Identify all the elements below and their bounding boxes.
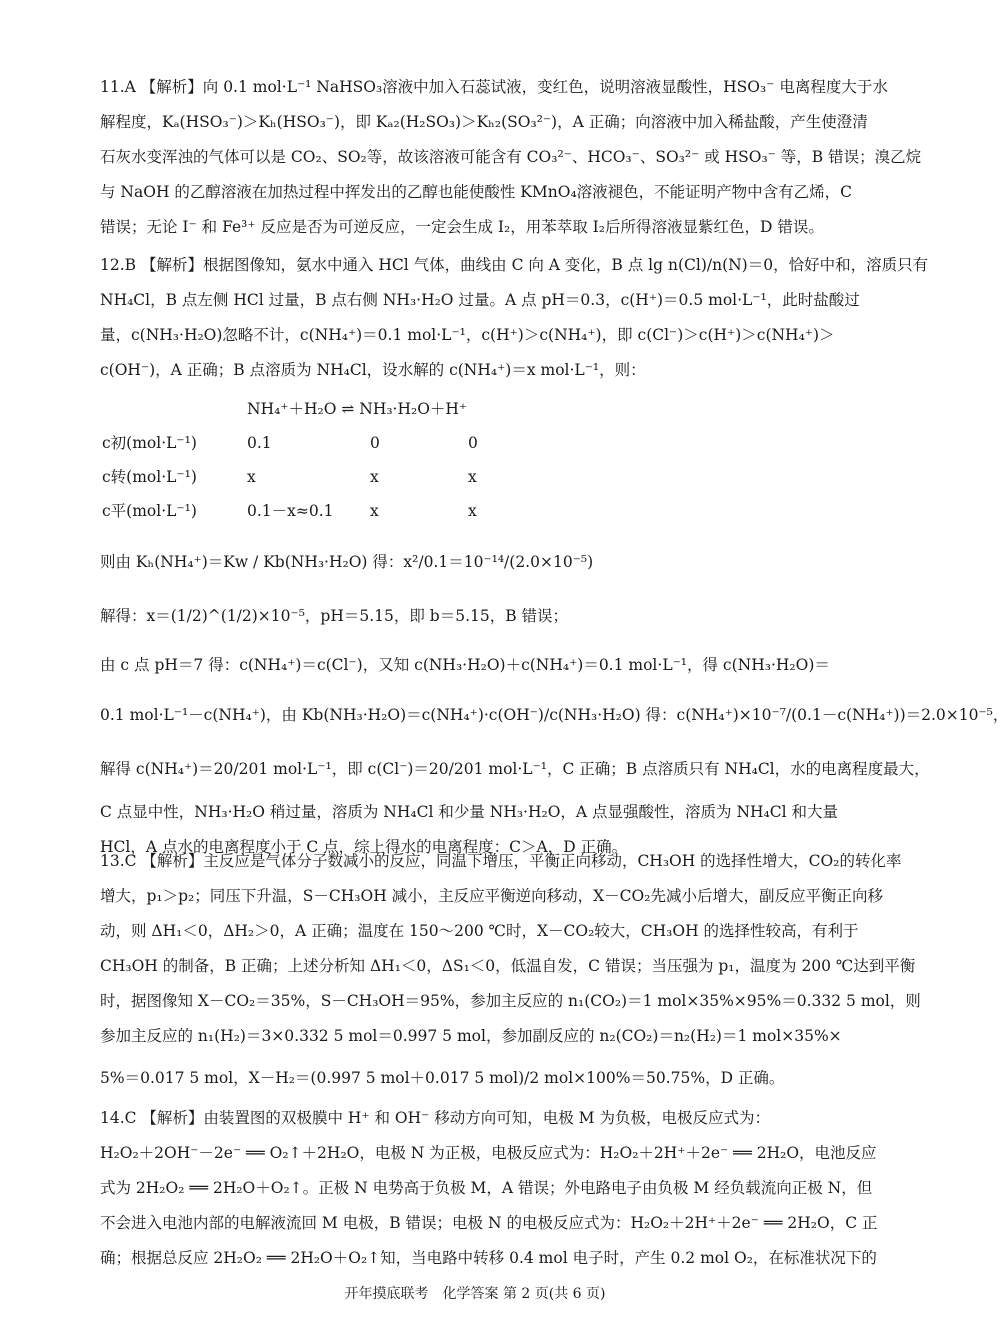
answer-13-line: 参加主反应的 n₁(H₂)＝3×0.332 5 mol＝0.997 5 mol，参加副反应的 n₂(CO₂)＝n₂(H₂)＝1 mol×35%× bbox=[100, 1027, 842, 1045]
table-row bbox=[102, 494, 662, 528]
equilibrium-equation-row bbox=[102, 392, 662, 426]
answer-13 bbox=[100, 844, 921, 1102]
answer-11-line: 石灰水变浑浊的气体可以是 CO₂、SO₂等，故该溶液可能含有 CO₃²⁻、HCO₃⁻、SO₃²⁻ 或 HSO₃⁻ 等，B 错误；溴乙烷 bbox=[100, 148, 922, 166]
answer-13-line: 13.C 【解析】主反应是气体分子数减小的反应，同温下增压，平衡正向移动，CH₃OH 的选择性增大，CO₂的转化率 bbox=[100, 852, 902, 870]
cell-b: x bbox=[370, 468, 379, 486]
answer-12-line: 则由 Kₕ(NH₄⁺)＝Kw / Kb(NH₃·H₂O) 得：x²/0.1＝10⁻¹⁴/(2.0×10⁻⁵) bbox=[100, 553, 594, 571]
answer-14-line: 式为 2H₂O₂ ══ 2H₂O＋O₂↑。正极 N 电势高于负极 M，A 错误；外电路电子由负极 M 经负载流向正极 N，但 bbox=[100, 1179, 873, 1197]
table-row bbox=[102, 426, 662, 460]
answer-12-line: 解得：x＝(1/2)^(1/2)×10⁻⁵，pH＝5.15，即 b＝5.15，B 错误； bbox=[100, 607, 569, 625]
cell-b: 0 bbox=[370, 434, 380, 452]
answer-12-line: 解得 c(NH₄⁺)＝20/201 mol·L⁻¹，即 c(Cl⁻)＝20/201 mol·L⁻¹，C 正确；B 点溶质只有 NH₄Cl，水的电离程度最大， bbox=[100, 760, 930, 778]
answer-13-line: 时，据图像知 X－CO₂＝35%，S－CH₃OH＝95%，参加主反应的 n₁(CO₂)＝1 mol×35%×95%＝0.332 5 mol，则 bbox=[100, 992, 921, 1010]
answer-11-line: 11.A 【解析】向 0.1 mol·L⁻¹ NaHSO₃溶液中加入石蕊试液，变红色，说明溶液显酸性，HSO₃⁻ 电离程度大于水 bbox=[100, 78, 888, 96]
answer-12-line: 12.B 【解析】根据图像知，氨水中通入 HCl 气体，曲线由 C 向 A 变化，B 点 lg n(Cl)/n(N)＝0，恰好中和，溶质只有 bbox=[100, 256, 929, 274]
answer-12-line: C 点显中性，NH₃·H₂O 稍过量，溶质为 NH₄Cl 和少量 NH₃·H₂O，A 点显强酸性，溶质为 NH₄Cl 和大量 bbox=[100, 803, 839, 821]
answer-13-line: 增大，p₁＞p₂；同压下升温，S－CH₃OH 减小，主反应平衡逆向移动，X－CO₂先减小后增大，副反应平衡正向移 bbox=[100, 887, 883, 905]
row-label: c转(mol·L⁻¹) bbox=[102, 468, 197, 486]
answer-11-line: 解程度，Kₐ(HSO₃⁻)＞Kₕ(HSO₃⁻)，即 Kₐ₂(H₂SO₃)＞Kₕ₂(SO₃²⁻)，A 正确；向溶液中加入稀盐酸，产生使澄清 bbox=[100, 113, 868, 131]
answer-12-line: NH₄Cl，B 点左侧 HCl 过量，B 点右侧 NH₃·H₂O 过量。A 点 pH＝0.3，c(H⁺)＝0.5 mol·L⁻¹，此时盐酸过 bbox=[100, 291, 860, 309]
cell-a: 0.1－x≈0.1 bbox=[247, 502, 334, 520]
row-label: c初(mol·L⁻¹) bbox=[102, 434, 197, 452]
answer-14-line: H₂O₂＋2OH⁻－2e⁻ ══ O₂↑＋2H₂O，电极 N 为正极，电极反应式为：H₂O₂＋2H⁺＋2e⁻ ══ 2H₂O，电池反应 bbox=[100, 1144, 877, 1162]
answer-13-line: 动，则 ΔH₁＜0，ΔH₂＞0，A 正确；温度在 150～200 ℃时，X－CO₂较大，CH₃OH 的选择性较高，有利于 bbox=[100, 922, 859, 940]
answer-14-line: 不会进入电池内部的电解液流回 M 电极，B 错误；电极 N 的电极反应式为：H₂O₂＋2H⁺＋2e⁻ ══ 2H₂O，C 正 bbox=[100, 1214, 878, 1232]
answer-14-line: 14.C 【解析】由装置图的双极膜中 H⁺ 和 OH⁻ 移动方向可知，电极 M 为负极，电极反应式为： bbox=[100, 1109, 770, 1127]
answer-12-line: 由 c 点 pH＝7 得：c(NH₄⁺)＝c(Cl⁻)，又知 c(NH₃·H₂O)＋c(NH₄⁺)＝0.1 mol·L⁻¹，得 c(NH₃·H₂O)＝ bbox=[100, 656, 830, 674]
row-label: c平(mol·L⁻¹) bbox=[102, 502, 197, 520]
answer-13-line: CH₃OH 的制备，B 正确；上述分析知 ΔH₁＜0，ΔS₁＜0，低温自发，C 错误；当压强为 p₁，温度为 200 ℃达到平衡 bbox=[100, 957, 916, 975]
cell-b: x bbox=[370, 502, 379, 520]
equilibrium-table bbox=[102, 392, 662, 528]
answer-12-line: c(OH⁻)，A 正确；B 点溶质为 NH₄Cl，设水解的 c(NH₄⁺)＝x mol·L⁻¹，则： bbox=[100, 361, 646, 379]
cell-c: x bbox=[468, 502, 477, 520]
answer-14 bbox=[100, 1101, 878, 1276]
cell-a: x bbox=[247, 468, 256, 486]
answer-12-intro bbox=[100, 248, 929, 388]
answer-14-line: 确；根据总反应 2H₂O₂ ══ 2H₂O＋O₂↑知，当电路中转移 0.4 mol 电子时，产生 0.2 mol O₂，在标准状况下的 bbox=[100, 1249, 877, 1267]
cell-c: 0 bbox=[468, 434, 478, 452]
equilibrium-equation: NH₄⁺＋H₂O ⇌ NH₃·H₂O＋H⁺ bbox=[247, 400, 468, 418]
cell-a: 0.1 bbox=[247, 434, 272, 452]
table-row bbox=[102, 460, 662, 494]
answer-11-line: 与 NaOH 的乙醇溶液在加热过程中挥发出的乙醇也能使酸性 KMnO₄溶液褪色，不能证明产物中含有乙烯，C bbox=[100, 183, 853, 201]
answer-12-line: 0.1 mol·L⁻¹－c(NH₄⁺)，由 Kb(NH₃·H₂O)＝c(NH₄⁺)·c(OH⁻)/c(NH₃·H₂O) 得：c(NH₄⁺)×10⁻⁷/(0.1－c(NH₄⁺))＝2.0×10⁻⁵， bbox=[100, 706, 1008, 724]
answer-11 bbox=[100, 70, 922, 245]
answer-12-derivation bbox=[100, 535, 1008, 865]
answer-12-line: 量，c(NH₃·H₂O)忽略不计，c(NH₄⁺)＝0.1 mol·L⁻¹，c(H⁺)＞c(NH₄⁺)，即 c(Cl⁻)＞c(H⁺)＞c(NH₄⁺)＞ bbox=[100, 326, 835, 344]
cell-c: x bbox=[468, 468, 477, 486]
page-footer: 开年摸底联考 化学答案 第 2 页(共 6 页) bbox=[344, 1286, 606, 1302]
answer-11-line: 错误；无论 I⁻ 和 Fe³⁺ 反应是否为可逆反应，一定会生成 I₂，用苯萃取 I₂后所得溶液显紫红色，D 错误。 bbox=[100, 218, 824, 236]
answer-13-line: 5%＝0.017 5 mol，X－H₂＝(0.997 5 mol＋0.017 5 mol)/2 mol×100%＝50.75%，D 正确。 bbox=[100, 1069, 785, 1087]
answer-12-line: HCl，A 点水的电离程度小于 C 点，综上得水的电离程度：C＞A，D 正确。 bbox=[100, 838, 628, 856]
